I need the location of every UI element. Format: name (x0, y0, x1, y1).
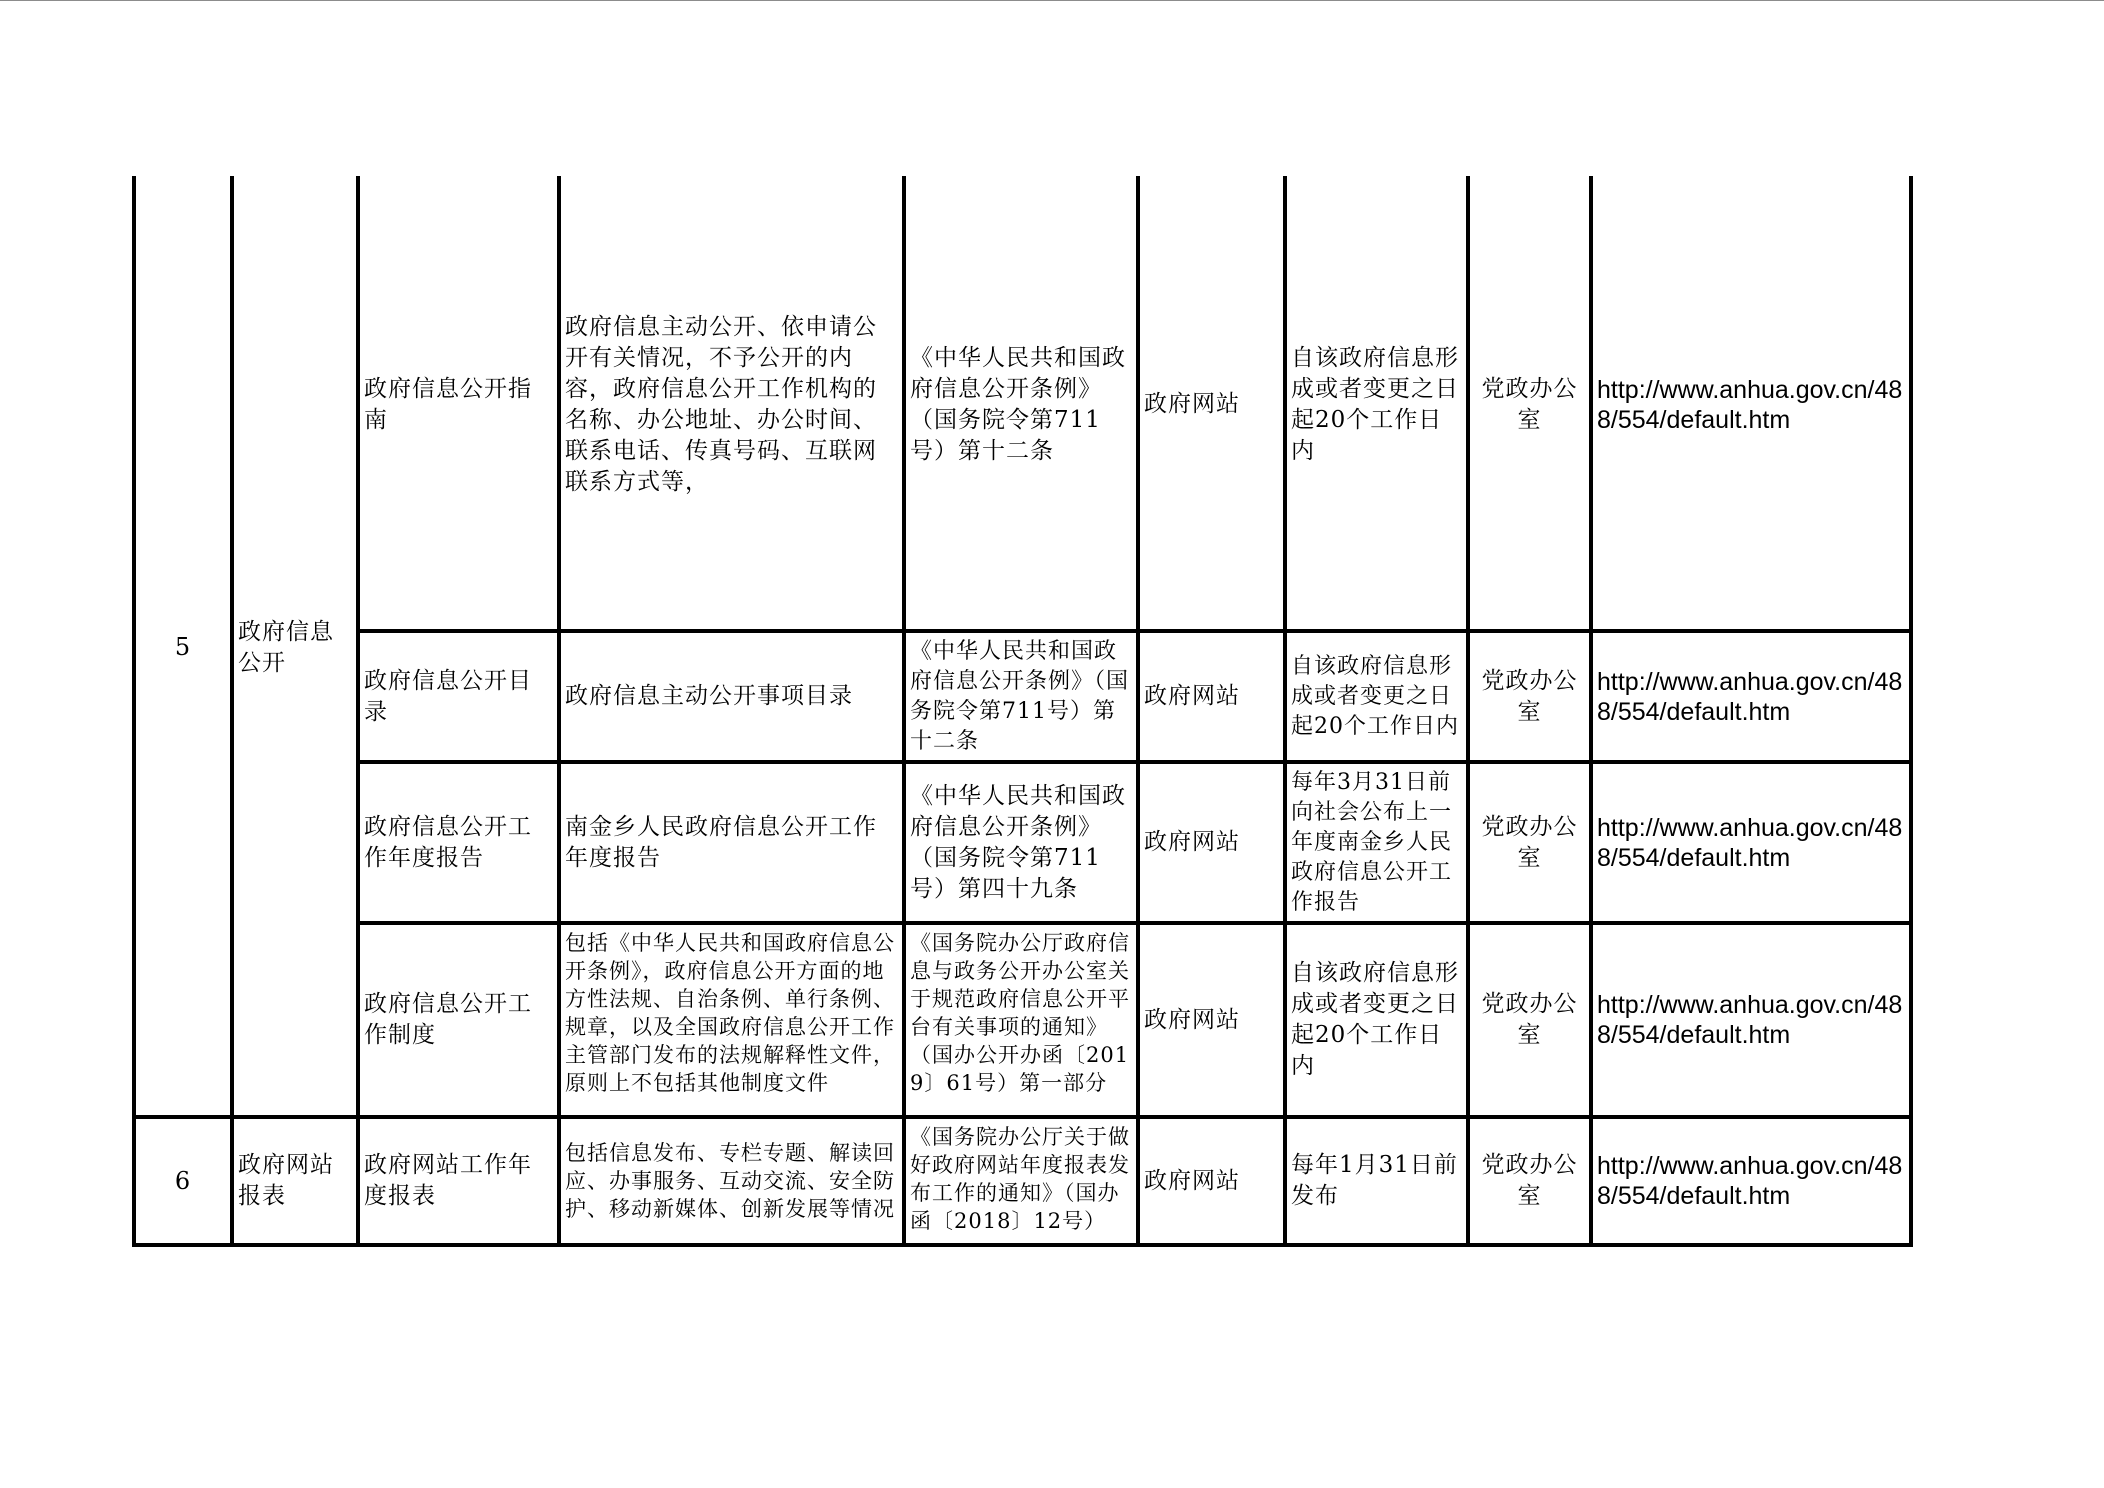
cell-deadline: 自该政府信息形成或者变更之日起20个工作日内 (1291, 960, 1459, 1079)
cell-dept: 党政办公室 (1481, 813, 1578, 871)
cell-item: 政府网站工作年度报表 (364, 1152, 532, 1209)
cell-deadline: 每年3月31日前向社会公布上一年度南金乡人民政府信息公开工作报告 (1291, 769, 1453, 915)
cell-dept: 党政办公室 (1481, 667, 1578, 725)
cell-channel: 政府网站 (1144, 1167, 1240, 1194)
cell-basis: 《中华人民共和国政府信息公开条例》（国务院令第711号）第十二条 (910, 638, 1130, 754)
cell-item: 政府信息公开工作年度报告 (364, 813, 532, 871)
cell-no: 6 (174, 1166, 192, 1195)
cell-item: 政府信息公开指南 (364, 375, 532, 433)
cell-channel: 政府网站 (1144, 683, 1240, 709)
cell-dept: 党政办公室 (1481, 991, 1578, 1048)
cell-no: 5 (174, 633, 192, 661)
cell-deadline: 自该政府信息形成或者变更之日起20个工作日内 (1291, 653, 1459, 739)
cell-url[interactable]: http://www.anhua.gov.cn/488/554/default.htm (1597, 1152, 1903, 1210)
cell-category: 政府网站报表 (238, 1152, 334, 1209)
cell-content: 政府信息主动公开、依申请公开有关情况，不予公开的内容，政府信息公开工作机构的名称、办公地址、办公时间、联系电话、传真号码、互联网联系方式等， (565, 313, 877, 495)
cell-content: 南金乡人民政府信息公开工作年度报告 (565, 813, 877, 871)
cell-basis: 《国务院办公厅关于做好政府网站年度报表发布工作的通知》（国办函〔2018〕12号） (910, 1125, 1130, 1233)
cell-url[interactable]: http://www.anhua.gov.cn/488/554/default.htm (1597, 667, 1903, 726)
cell-url[interactable]: http://www.anhua.gov.cn/488/554/default.htm (1597, 813, 1903, 872)
cell-content: 包括信息发布、专栏专题、解读回应、办事服务、互动交流、安全防护、移动新媒体、创新发展等情况 (565, 1141, 895, 1221)
cell-url[interactable]: http://www.anhua.gov.cn/488/554/default.htm (1597, 375, 1903, 434)
cell-url[interactable]: http://www.anhua.gov.cn/488/554/default.htm (1597, 991, 1903, 1049)
cell-channel: 政府网站 (1144, 1006, 1240, 1033)
cell-deadline: 每年1月31日前发布 (1291, 1152, 1458, 1209)
cell-channel: 政府网站 (1144, 391, 1240, 417)
cell-dept: 党政办公室 (1481, 375, 1578, 433)
cell-item: 政府信息公开工作制度 (364, 991, 532, 1048)
cell-content: 政府信息主动公开事项目录 (565, 683, 853, 709)
cell-basis: 《中华人民共和国政府信息公开条例》（国务院令第711号）第四十九条 (910, 782, 1126, 902)
cell-dept: 党政办公室 (1481, 1152, 1578, 1209)
cell-deadline: 自该政府信息形成或者变更之日起20个工作日内 (1291, 344, 1459, 464)
cell-basis: 《国务院办公厅政府信息与政务公开办公室关于规范政府信息公开平台有关事项的通知》（国办公开办函〔2019〕61号）第一部分 (910, 931, 1130, 1095)
cell-channel: 政府网站 (1144, 829, 1240, 855)
cell-basis: 《中华人民共和国政府信息公开条例》（国务院令第711号）第十二条 (910, 344, 1126, 464)
cell-category: 政府信息公开 (238, 618, 334, 676)
cell-item: 政府信息公开目录 (364, 667, 532, 725)
cell-content: 包括《中华人民共和国政府信息公开条例》，政府信息公开方面的地方性法规、自治条例、单行条例、规章，以及全国政府信息公开工作主管部门发布的法规解释性文件，原则上不包括其他制度文件 (565, 931, 895, 1095)
